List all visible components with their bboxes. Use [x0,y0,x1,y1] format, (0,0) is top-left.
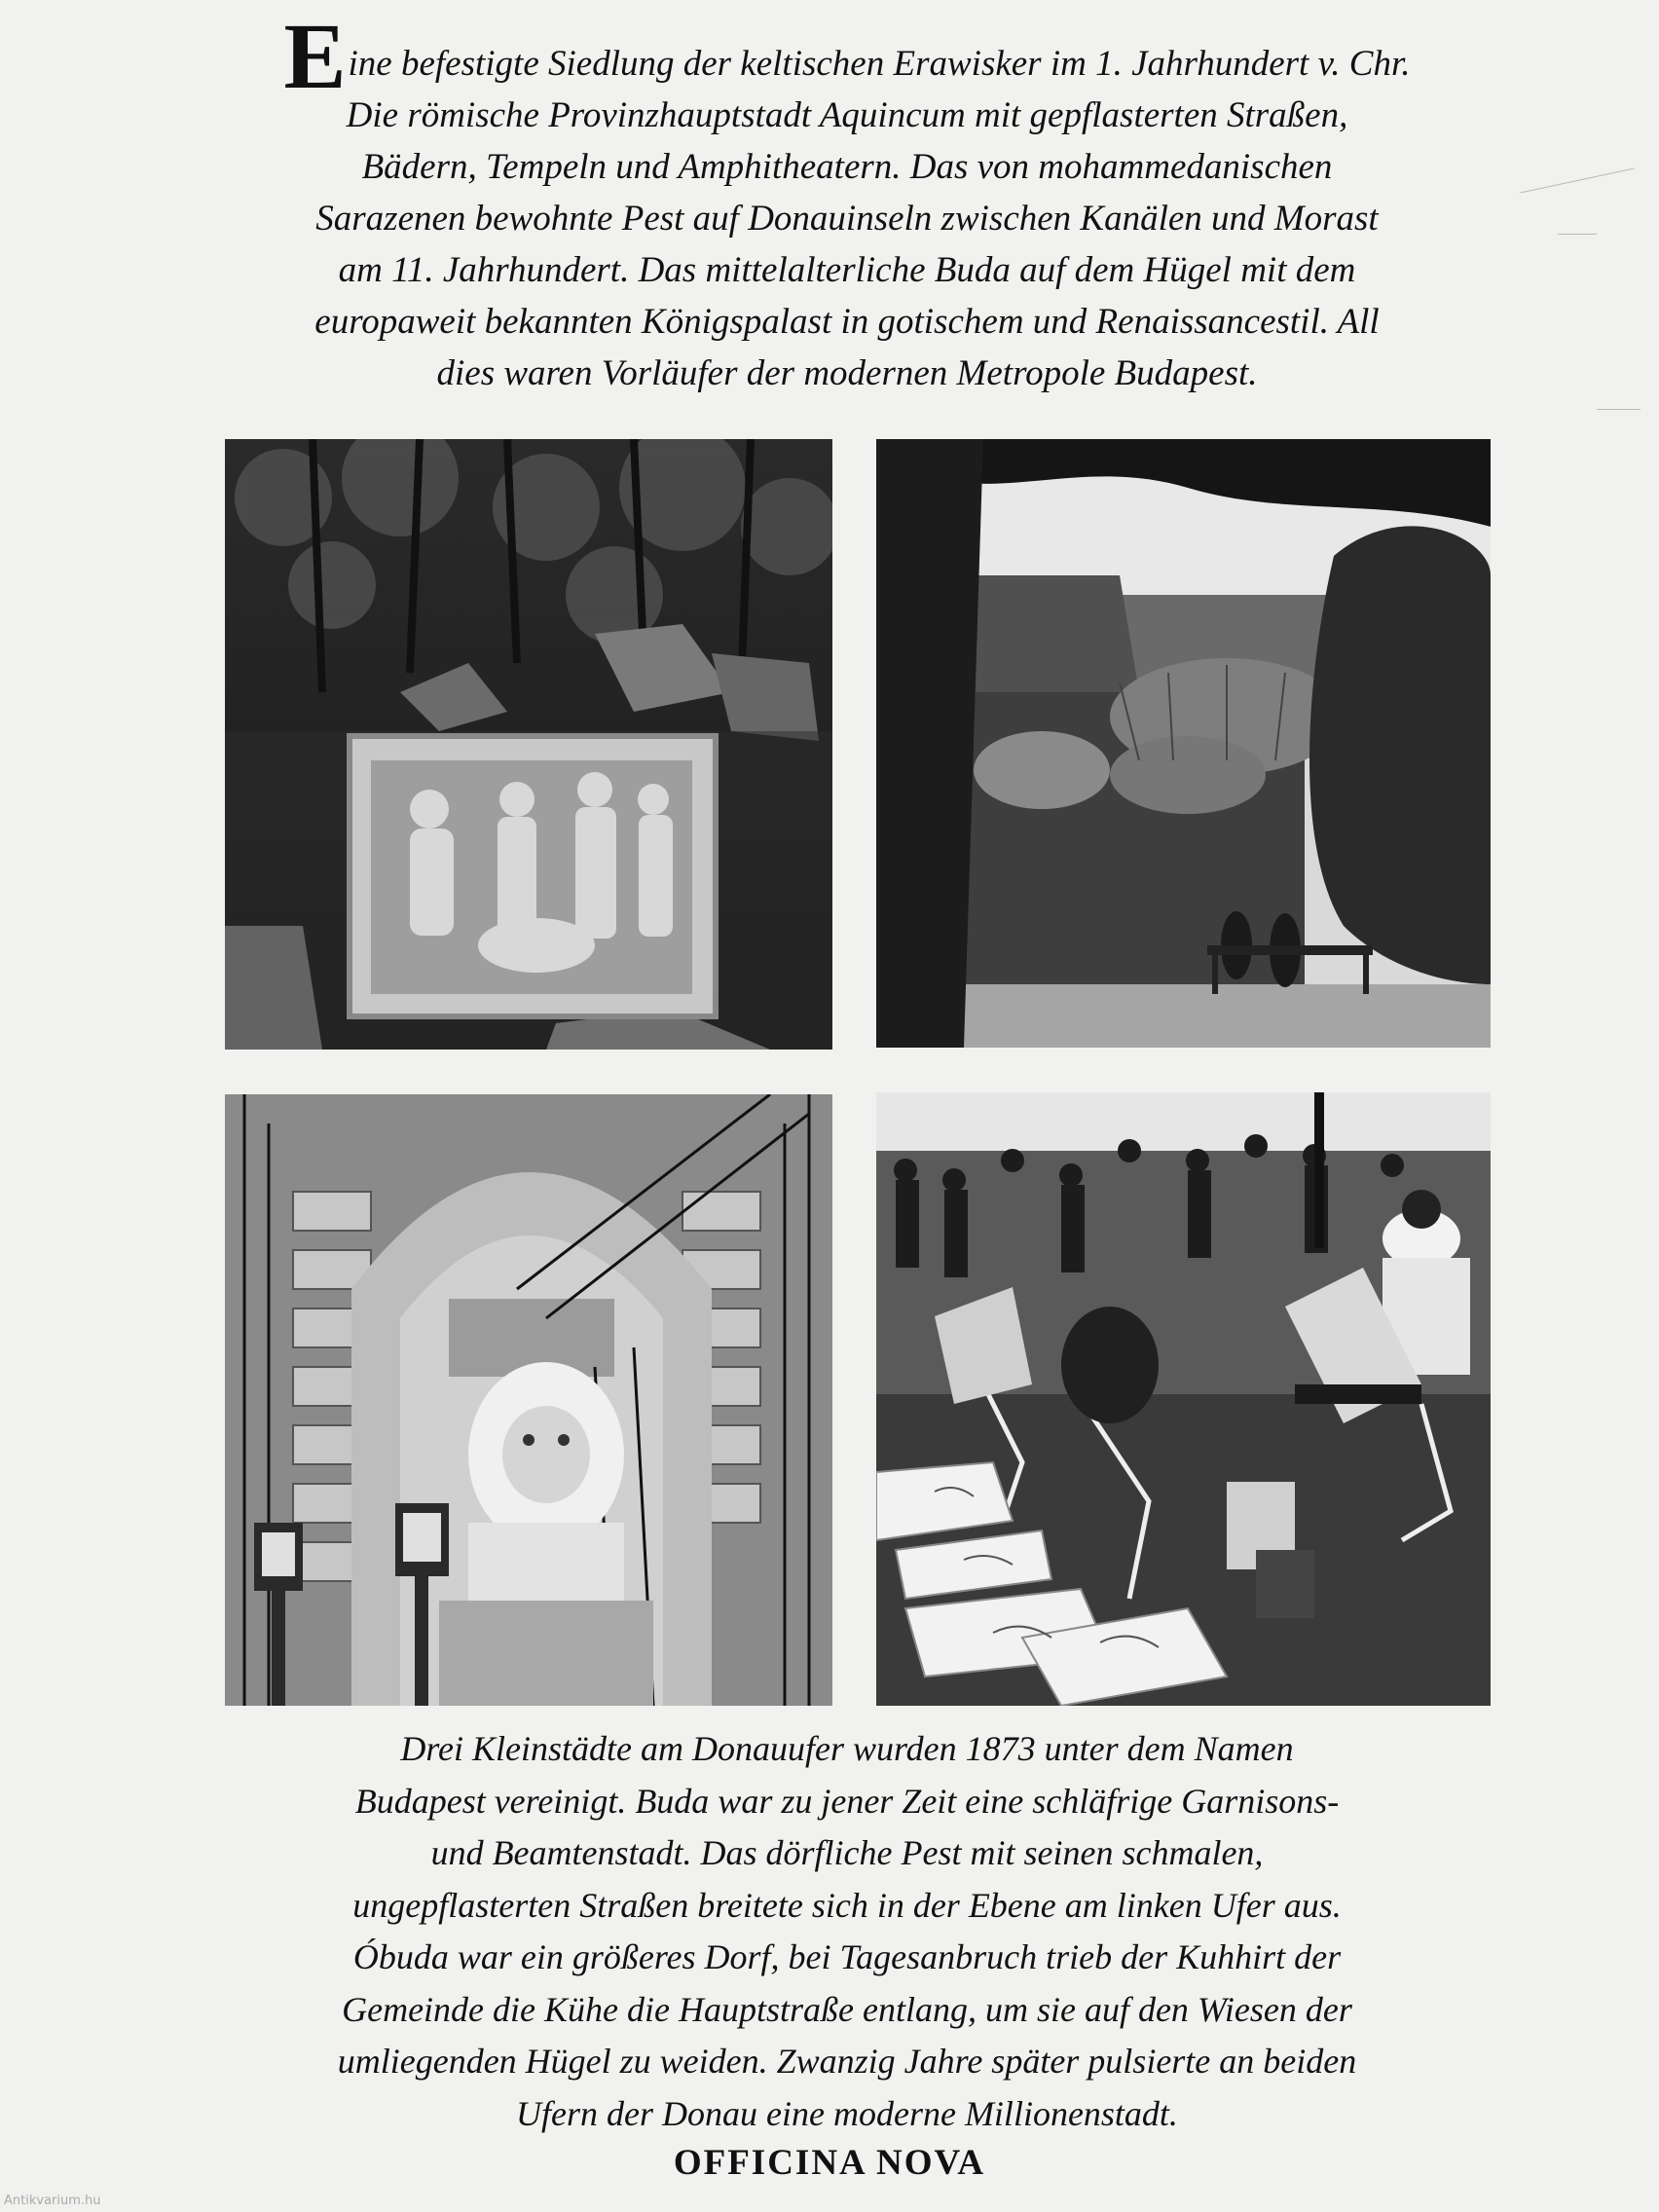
intro-line-1-text: ine befestigte Siedlung der keltischen Erawisker im 1. Jahrhundert v. Chr. [348,44,1411,84]
drop-cap: E [283,4,347,108]
outro-line-2: Budapest vereinigt. Buda war zu jener Zeit eine schläfrige Garnisons- [354,1781,1340,1821]
intro-line-1 [195,4,1499,108]
outro-line-1: Drei Kleinstädte am Donauufer wurden 1873 unter dem Namen [400,1729,1294,1768]
watermark-text: Antikvarium.hu [4,2194,101,2208]
outro-line-3: und Beamtenstadt. Das dörfliche Pest mit seinen schmalen, [430,1833,1264,1872]
intro-line-6: europaweit bekannten Königspalast in gotischem und Renaissancestil. All [314,302,1380,342]
paper-scratch [1597,409,1641,410]
outro-line-8: Ufern der Donau eine moderne Millionenstadt. [516,2093,1178,2133]
publisher-name: OFFICINA NOVA [673,2143,986,2183]
outro-line-4: ungepflasterten Straßen breitete sich in der Ebene am linken Ufer aus. [352,1885,1342,1925]
paper-scratch [1520,168,1635,194]
outro-line-5: Óbuda war ein größeres Dorf, bei Tagesanbruch trieb der Kuhhirt der [352,1937,1342,1976]
intro-paragraph [195,4,1499,399]
outro-line-6: Gemeinde die Kühe die Hauptstraße entlang, um sie auf den Wiesen der [342,1989,1352,2029]
outro-paragraph [195,1723,1499,2140]
outro-line-7: umliegenden Hügel zu weiden. Zwanzig Jahre später pulsierte an beiden [337,2042,1357,2081]
intro-line-5: am 11. Jahrhundert. Das mittelalterliche Buda auf dem Hügel mit dem [338,250,1356,290]
paper-scratch [1558,234,1597,235]
intro-line-4: Sarazenen bewohnte Pest auf Donauinseln zwischen Kanälen und Morast [315,199,1379,239]
intro-line-3: Bädern, Tempeln und Amphitheatern. Das von mohammedanischen [361,147,1333,187]
chain-bridge-lion-photo [225,1094,832,1706]
intro-line-7: dies waren Vorläufer der modernen Metropole Budapest. [436,353,1258,393]
roman-relief-photo [225,439,832,1050]
street-artists-photo [876,1092,1491,1706]
turkish-bath-domes-photo [876,439,1491,1048]
intro-line-2: Die römische Provinzhauptstadt Aquincum mit gepflasterten Straßen, [346,95,1348,135]
